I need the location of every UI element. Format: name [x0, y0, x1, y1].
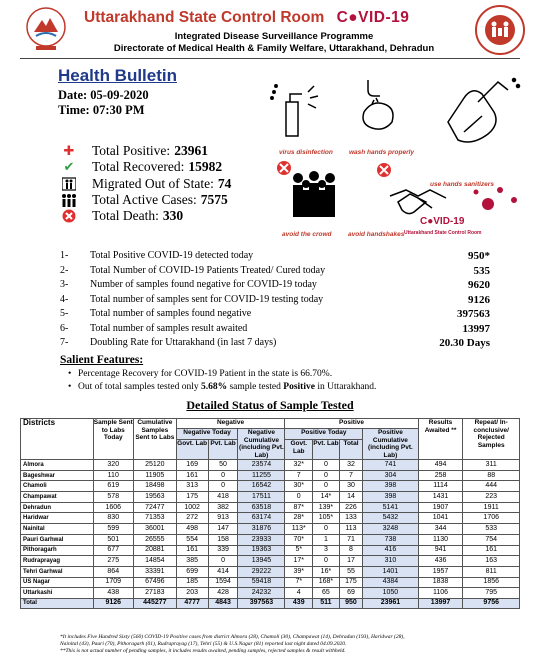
summary-item: 6- Total number of samples result awaited 13997 — [60, 323, 490, 335]
table-cell: 272 — [176, 513, 208, 524]
covid-badge-subtitle: Uttarakhand State Control Room — [404, 230, 482, 236]
header-positive-today: Positive Today — [285, 429, 363, 440]
table-cell: 258 — [418, 470, 463, 481]
stat-total-recovered: ✔ Total Recovered: 15982 — [60, 159, 222, 175]
table-cell: 33391 — [134, 566, 177, 577]
caption-wash-hands: wash hands properly — [349, 149, 415, 156]
table-cell: 9756 — [463, 598, 520, 608]
table-cell: 4777 — [176, 598, 208, 608]
table-cell: 71 — [339, 534, 362, 545]
table-row — [21, 470, 520, 481]
table-cell: 811 — [463, 566, 520, 577]
summary-item: 2- Total Number of COVID-19 Patients Treated/ Cured today 535 — [60, 265, 490, 277]
table-cell: 554 — [176, 534, 208, 545]
table-cell: 5432 — [363, 513, 418, 524]
table-cell: 339 — [208, 545, 238, 556]
table-cell: 1907 — [418, 502, 463, 513]
table-cell: 59418 — [238, 577, 285, 588]
table-cell: 11255 — [238, 470, 285, 481]
table-cell: 27183 — [134, 588, 177, 599]
caption-use-sanitizers: use hands sanitizers — [430, 181, 494, 188]
table-cell: 1002 — [176, 502, 208, 513]
table-cell: 72477 — [134, 502, 177, 513]
table-cell: 1594 — [208, 577, 238, 588]
header-positive-cumulative: Positive Cumulative (including Pvt. Lab) — [363, 429, 418, 460]
table-cell: 0 — [313, 470, 340, 481]
table-cell: 71353 — [134, 513, 177, 524]
header-sample-sent-today: Sample Sent to Labs Today — [93, 419, 134, 460]
table-cell: 133 — [339, 513, 362, 524]
table-cell: 830 — [93, 513, 134, 524]
table-cell: 28* — [285, 513, 313, 524]
table-cell: 344 — [418, 524, 463, 535]
table-cell: 70* — [285, 534, 313, 545]
summary-item: 4- Total number of samples sent for COVID-19 testing today 9126 — [60, 294, 490, 306]
table-cell: 941 — [418, 545, 463, 556]
table-cell: 26555 — [134, 534, 177, 545]
table-cell: 14854 — [134, 556, 177, 567]
table-cell: 0 — [208, 481, 238, 492]
table-cell: 3 — [313, 545, 340, 556]
table-cell: 161 — [463, 545, 520, 556]
table-cell: 169 — [176, 460, 208, 471]
table-cell: 1911 — [463, 502, 520, 513]
district-name: Tehri Garhwal — [21, 566, 94, 577]
table-cell: 161 — [176, 470, 208, 481]
table-cell: 29222 — [238, 566, 285, 577]
district-name: Almora — [21, 460, 94, 471]
table-cell: 1957 — [418, 566, 463, 577]
header-repeat: Repeat/ In-conclusive/ Rejected Samples — [463, 419, 520, 460]
table-cell: 619 — [93, 481, 134, 492]
table-cell: 533 — [463, 524, 520, 535]
table-cell: 30* — [285, 481, 313, 492]
bulletin-date: Date: 05-09-2020 — [58, 88, 149, 102]
table-row — [21, 588, 520, 599]
table-cell: 1041 — [418, 513, 463, 524]
table-cell: 738 — [363, 534, 418, 545]
table-cell: 511 — [313, 598, 340, 608]
table-cell: 175 — [176, 492, 208, 503]
table-row — [21, 513, 520, 524]
table-cell: 310 — [363, 556, 418, 567]
table-cell: 158 — [208, 534, 238, 545]
table-cell: 113 — [339, 524, 362, 535]
check-icon: ✔ — [63, 159, 75, 175]
hand-sanitizer-icon — [448, 79, 520, 143]
header-negative-today: Negative Today — [176, 429, 238, 440]
table-cell: 11905 — [134, 470, 177, 481]
table-cell: 13945 — [238, 556, 285, 567]
table-cell: 677 — [93, 545, 134, 556]
header-neg-pvt-lab: Pvt. Lab — [208, 440, 238, 460]
bulletin-time: Time: 07:30 PM — [58, 103, 145, 117]
header-subtitle-directorate: Directorate of Medical Health & Family Welfare, Uttarakhand, Dehradun — [113, 43, 435, 54]
uttarakhand-emblem-logo — [22, 6, 70, 52]
table-row — [21, 524, 520, 535]
wash-hands-icon — [363, 80, 393, 129]
table-cell: 438 — [93, 588, 134, 599]
table-cell: 0 — [313, 524, 340, 535]
district-name: US Nagar — [21, 577, 94, 588]
table-cell: 7 — [285, 470, 313, 481]
table-cell: 741 — [363, 460, 418, 471]
stat-total-positive: ✚ Total Positive: 23961 — [60, 143, 208, 159]
district-name: Pithoragarh — [21, 545, 94, 556]
table-cell: 17511 — [238, 492, 285, 503]
handshake-icon — [390, 190, 446, 214]
district-name: Champawat — [21, 492, 94, 503]
table-cell: 50 — [208, 460, 238, 471]
footnote-3: **This is not actual number of pending samples, it includes results awaited, pending samples, rejected samples & result withheld. — [60, 648, 346, 654]
table-cell: 3248 — [363, 524, 418, 535]
header-pos-govt-lab: Govt. Lab — [285, 440, 313, 460]
table-cell: 1709 — [93, 577, 134, 588]
table-cell: 23933 — [238, 534, 285, 545]
caption-avoid-handshakes: avoid handshakes — [348, 231, 405, 238]
table-row — [21, 534, 520, 545]
table-title: Detailed Status of Sample Tested — [186, 398, 354, 412]
stat-total-death: Total Death: 330 — [60, 208, 183, 224]
table-cell: 4 — [285, 588, 313, 599]
summary-item: 3- Number of samples found negative for COVID-19 today 9620 — [60, 279, 490, 291]
header-positive: Positive — [285, 419, 418, 429]
table-cell: 14 — [339, 492, 362, 503]
table-cell: 320 — [93, 460, 134, 471]
virus-icon — [474, 187, 518, 210]
header-negative-cumulative: Negative Cumulative (including Pvt. Lab) — [239, 429, 284, 459]
footnote-1: *It includes Five Hundred Sixty (560) COVID-19 Positive cases from district Almora (28), Chamoli (30), Champawat (14), Dehradun (193), Haridwar (28), — [60, 634, 405, 640]
table-cell: 39* — [285, 566, 313, 577]
table-cell: 168* — [313, 577, 340, 588]
avoid-crowd-icon — [293, 171, 335, 217]
table-cell: 398 — [363, 481, 418, 492]
table-row — [21, 460, 520, 471]
table-cell: 754 — [463, 534, 520, 545]
footnote-2: Nainital (43), Pauri (70), Pithoragarh (01), Rudraprayag (17), Tehri (55) & U.S.Nagar (81) reported last night dated 04.09.2020. — [60, 641, 347, 647]
table-cell: 32* — [285, 460, 313, 471]
table-cell: 9126 — [93, 598, 134, 608]
header-neg-govt-lab: Govt. Lab — [176, 440, 208, 460]
table-cell: 0 — [313, 460, 340, 471]
table-cell: 4843 — [208, 598, 238, 608]
table-row — [21, 545, 520, 556]
table-cell: 63174 — [238, 513, 285, 524]
salient-features-heading: Salient Features: — [60, 354, 144, 366]
table-cell: 65 — [313, 588, 340, 599]
salient-bullet-recovery: • Percentage Recovery for COVID-19 Patient in the state is 66.70%. — [78, 369, 332, 379]
table-cell: 1706 — [463, 513, 520, 524]
table-cell: 414 — [208, 566, 238, 577]
table-cell: 223 — [463, 492, 520, 503]
table-cell: 950 — [339, 598, 362, 608]
table-cell: 226 — [339, 502, 362, 513]
table-cell: 14* — [313, 492, 340, 503]
stat-migrated-out: Migrated Out of State: 74 — [60, 176, 231, 192]
table-cell: 418 — [208, 492, 238, 503]
covid-prevention-illustrations — [268, 72, 526, 242]
district-name: Bageshwar — [21, 470, 94, 481]
table-cell: 69 — [339, 588, 362, 599]
table-cell: 1 — [313, 534, 340, 545]
table-cell: 163 — [463, 556, 520, 567]
cross-circle-icon — [60, 208, 78, 224]
caption-avoid-crowd: avoid the crowd — [282, 231, 332, 238]
summary-item: 7- Doubling Rate for Uttarakhand (in last 7 days) 20.30 Days — [60, 337, 490, 349]
table-row — [21, 556, 520, 567]
table-cell: 203 — [176, 588, 208, 599]
table-cell: 19563 — [134, 492, 177, 503]
table-cell: 55 — [339, 566, 362, 577]
table-cell: 5141 — [363, 502, 418, 513]
table-cell: 105* — [313, 513, 340, 524]
table-cell: 87* — [285, 502, 313, 513]
table-cell: 1130 — [418, 534, 463, 545]
table-cell: 385 — [176, 556, 208, 567]
table-cell: 436 — [418, 556, 463, 567]
table-cell: 0 — [208, 470, 238, 481]
table-cell: 139* — [313, 502, 340, 513]
table-cell: 18498 — [134, 481, 177, 492]
table-cell: 17* — [285, 556, 313, 567]
table-cell: 32 — [339, 460, 362, 471]
table-row — [21, 481, 520, 492]
table-cell: 444 — [463, 481, 520, 492]
table-cell: 428 — [208, 588, 238, 599]
table-cell: 398 — [363, 492, 418, 503]
caption-virus-disinfection: virus disinfection — [279, 149, 333, 156]
table-cell: 304 — [363, 470, 418, 481]
table-cell: 699 — [176, 566, 208, 577]
table-cell: 1856 — [463, 577, 520, 588]
header-title: Uttarakhand State Control Room C●VID-19 — [84, 9, 410, 26]
stat-total-active: Total Active Cases: 7575 — [60, 192, 228, 208]
table-cell: 439 — [285, 598, 313, 608]
district-name: Haridwar — [21, 513, 94, 524]
table-cell: 23961 — [363, 598, 418, 608]
table-cell: 1606 — [93, 502, 134, 513]
table-cell: 501 — [93, 534, 134, 545]
district-name: Chamoli — [21, 481, 94, 492]
table-cell: 17 — [339, 556, 362, 567]
plus-person-icon: ✚ — [63, 143, 75, 159]
table-cell: 313 — [176, 481, 208, 492]
table-cell: 25120 — [134, 460, 177, 471]
sample-status-table — [20, 418, 520, 609]
table-cell: 0 — [313, 556, 340, 567]
table-cell: 23574 — [238, 460, 285, 471]
table-cell: 1114 — [418, 481, 463, 492]
table-cell: 7* — [285, 577, 313, 588]
prohibited-marks — [277, 161, 391, 177]
table-cell: 13997 — [418, 598, 463, 608]
covid-badge: C●VID-19 — [420, 216, 465, 227]
table-cell: 161 — [176, 545, 208, 556]
table-cell: 1838 — [418, 577, 463, 588]
table-cell: 397563 — [238, 598, 285, 608]
table-cell: 864 — [93, 566, 134, 577]
table-cell: 147 — [208, 524, 238, 535]
district-name: Total — [21, 598, 94, 608]
table-cell: 578 — [93, 492, 134, 503]
header-districts: Districts — [21, 419, 94, 460]
national-health-mission-logo — [474, 4, 526, 56]
table-cell: 63518 — [238, 502, 285, 513]
district-name: Rudraprayag — [21, 556, 94, 567]
table-cell: 445277 — [134, 598, 177, 608]
header-divider — [20, 58, 520, 59]
table-cell: 1431 — [418, 492, 463, 503]
district-name: Pauri Garhwal — [21, 534, 94, 545]
table-cell: 311 — [463, 460, 520, 471]
table-cell: 0 — [208, 556, 238, 567]
table-cell: 16542 — [238, 481, 285, 492]
table-cell: 416 — [363, 545, 418, 556]
district-name: Uttarkashi — [21, 588, 94, 599]
table-cell: 88 — [463, 470, 520, 481]
table-cell: 7 — [339, 470, 362, 481]
table-row — [21, 566, 520, 577]
migration-icon — [60, 176, 78, 192]
table-cell: 16* — [313, 566, 340, 577]
table-cell: 31876 — [238, 524, 285, 535]
bulletin-title: Health Bulletin — [58, 66, 178, 85]
table-cell: 382 — [208, 502, 238, 513]
table-cell: 175 — [339, 577, 362, 588]
table-cell: 0 — [313, 481, 340, 492]
table-cell: 494 — [418, 460, 463, 471]
table-cell: 275 — [93, 556, 134, 567]
district-name: Dehradun — [21, 502, 94, 513]
summary-item: 1- Total Positive COVID-19 detected today 950* — [60, 250, 490, 262]
table-cell: 913 — [208, 513, 238, 524]
table-cell: 4384 — [363, 577, 418, 588]
header-pos-total: Total — [339, 440, 362, 460]
table-cell: 30 — [339, 481, 362, 492]
table-cell: 1106 — [418, 588, 463, 599]
header-negative: Negative — [176, 419, 285, 429]
table-row — [21, 577, 520, 588]
header-results-awaited: Results Awaited ** — [418, 419, 463, 460]
header-cumulative-sent: Cumulative Samples Sent to Labs — [134, 419, 177, 460]
table-cell: 1401 — [363, 566, 418, 577]
table-cell: 8 — [339, 545, 362, 556]
table-cell: 599 — [93, 524, 134, 535]
table-cell: 5* — [285, 545, 313, 556]
table-cell: 498 — [176, 524, 208, 535]
table-total-row — [21, 598, 520, 608]
table-cell: 185 — [176, 577, 208, 588]
table-cell: 795 — [463, 588, 520, 599]
table-cell: 0 — [285, 492, 313, 503]
table-cell: 1050 — [363, 588, 418, 599]
table-cell: 19363 — [238, 545, 285, 556]
table-cell: 113* — [285, 524, 313, 535]
spray-disinfection-icon — [271, 85, 318, 136]
table-row — [21, 492, 520, 503]
table-row — [21, 502, 520, 513]
header-pos-pvt-lab: Pvt. Lab — [313, 440, 340, 460]
table-cell: 67496 — [134, 577, 177, 588]
covid-19-wordmark: C●VID-19 — [336, 9, 410, 26]
summary-item: 5- Total number of samples found negative 397563 — [60, 308, 490, 320]
salient-bullet-positivity: • Out of total samples tested only 5.68% sample tested Positive in Uttarakhand. — [78, 382, 376, 392]
header-subtitle-programme: Integrated Disease Surveillance Programme — [174, 31, 374, 42]
table-cell: 24232 — [238, 588, 285, 599]
table-cell: 110 — [93, 470, 134, 481]
district-name: Nainital — [21, 524, 94, 535]
table-cell: 20881 — [134, 545, 177, 556]
table-cell: 36001 — [134, 524, 177, 535]
crowd-icon — [60, 192, 78, 208]
